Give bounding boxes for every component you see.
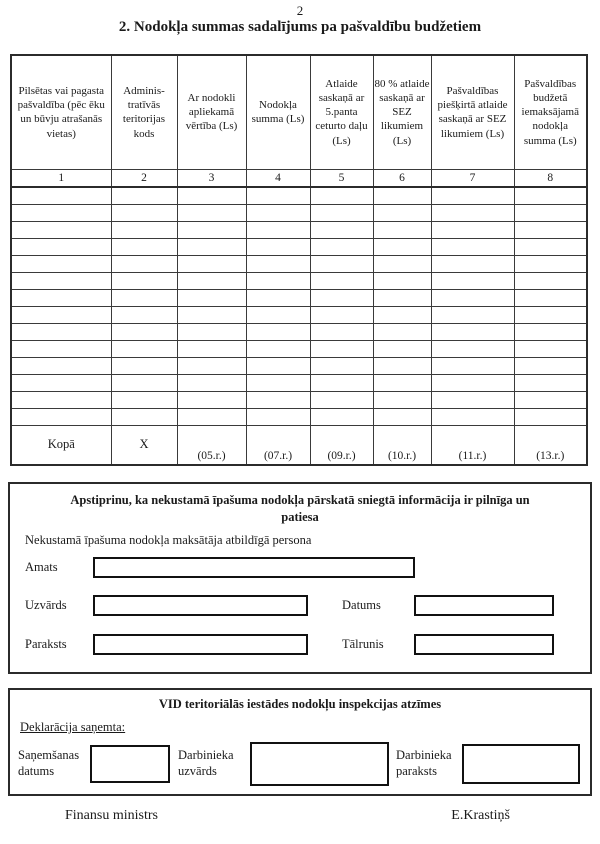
row-code-cell-10: (10.r.) — [373, 425, 431, 465]
column-header-payable-amount: Pašvaldības budžetā iemaksājamā nodokļa summa (Ls) — [514, 55, 587, 169]
empty-data-row — [11, 255, 587, 272]
empty-cell — [514, 374, 587, 391]
column-header-taxable-value: Ar nodokli apliekamā vērtība (Ls) — [177, 55, 246, 169]
empty-cell — [246, 408, 310, 425]
empty-cell — [514, 272, 587, 289]
empty-cell — [431, 323, 514, 340]
empty-cell — [177, 391, 246, 408]
minister-name: E.Krastiņš — [451, 808, 510, 823]
position-row — [25, 557, 590, 578]
empty-cell — [514, 187, 587, 204]
row-code-cell-11: (11.r.) — [431, 425, 514, 465]
empty-cell — [373, 289, 431, 306]
row-code-cell-05: (05.r.) — [177, 425, 246, 465]
empty-cell — [11, 289, 111, 306]
empty-cell — [177, 272, 246, 289]
column-index: 7 — [431, 169, 514, 187]
employee-signature-label: Darbinieka paraksts — [396, 748, 452, 778]
minister-title: Finansu ministrs — [65, 808, 158, 823]
column-header-discount-80pct-sez: 80 % atlaide saskaņā ar SEZ likumiem (Ls) — [373, 55, 431, 169]
empty-cell — [177, 408, 246, 425]
empty-cell — [514, 408, 587, 425]
empty-cell — [373, 408, 431, 425]
empty-cell — [246, 255, 310, 272]
row-code-cell-07: (07.r.) — [246, 425, 310, 465]
empty-cell — [431, 374, 514, 391]
empty-cell — [177, 204, 246, 221]
receipt-date-label: Saņemšanas datums — [18, 748, 80, 778]
surname-date-row — [25, 595, 590, 616]
empty-cell — [431, 272, 514, 289]
empty-cell — [431, 255, 514, 272]
signature-label: Paraksts — [25, 636, 67, 651]
empty-cell — [246, 323, 310, 340]
signature-footer — [0, 796, 600, 824]
empty-cell — [11, 255, 111, 272]
page-number: 2 — [296, 3, 304, 18]
empty-cell — [11, 357, 111, 374]
empty-cell — [11, 323, 111, 340]
column-header-municipality: Pilsētas vai pagasta pašvaldība (pēc ēku un būvju atrašanās vietas) — [11, 55, 111, 169]
empty-cell — [373, 221, 431, 238]
empty-cell — [514, 289, 587, 306]
position-label: Amats — [25, 559, 58, 574]
empty-cell — [111, 408, 177, 425]
empty-cell — [246, 340, 310, 357]
empty-cell — [177, 374, 246, 391]
empty-data-row — [11, 204, 587, 221]
empty-cell — [373, 391, 431, 408]
column-index: 5 — [310, 169, 373, 187]
empty-cell — [310, 340, 373, 357]
empty-cell — [514, 340, 587, 357]
empty-cell — [431, 187, 514, 204]
table-body-empty — [11, 187, 587, 425]
empty-cell — [111, 187, 177, 204]
empty-cell — [373, 306, 431, 323]
empty-cell — [373, 357, 431, 374]
table-header-row — [11, 55, 587, 169]
empty-data-row — [11, 357, 587, 374]
empty-cell — [246, 238, 310, 255]
empty-cell — [177, 340, 246, 357]
empty-cell — [246, 272, 310, 289]
empty-cell — [373, 374, 431, 391]
empty-cell — [177, 221, 246, 238]
row-code-cell-13: (13.r.) — [514, 425, 587, 465]
empty-cell — [514, 323, 587, 340]
empty-cell — [310, 289, 373, 306]
empty-data-row — [11, 289, 587, 306]
empty-cell — [514, 391, 587, 408]
empty-data-row — [11, 374, 587, 391]
empty-cell — [177, 238, 246, 255]
empty-cell — [111, 323, 177, 340]
empty-cell — [431, 221, 514, 238]
column-index: 1 — [11, 169, 111, 187]
empty-cell — [11, 374, 111, 391]
empty-cell — [11, 306, 111, 323]
surname-input[interactable] — [93, 595, 308, 616]
empty-cell — [11, 272, 111, 289]
column-index-row — [11, 169, 587, 187]
page-title: 2. Nodokļa summas sadalījums pa pašvaldību budžetiem — [118, 19, 482, 35]
empty-cell — [310, 255, 373, 272]
phone-label: Tālrunis — [342, 636, 384, 651]
empty-cell — [11, 391, 111, 408]
column-index: 8 — [514, 169, 587, 187]
phone-input[interactable] — [414, 634, 554, 655]
vid-section — [8, 688, 592, 796]
empty-cell — [310, 357, 373, 374]
row-code-cell-09: (09.r.) — [310, 425, 373, 465]
empty-cell — [373, 238, 431, 255]
empty-cell — [11, 221, 111, 238]
empty-cell — [310, 272, 373, 289]
empty-cell — [177, 306, 246, 323]
empty-cell — [111, 391, 177, 408]
empty-cell — [111, 340, 177, 357]
empty-cell — [246, 306, 310, 323]
empty-cell — [373, 340, 431, 357]
empty-cell — [11, 340, 111, 357]
date-label: Datums — [342, 597, 381, 612]
empty-data-row — [11, 391, 587, 408]
empty-cell — [11, 408, 111, 425]
empty-cell — [310, 221, 373, 238]
empty-cell — [310, 323, 373, 340]
empty-cell — [177, 323, 246, 340]
column-index: 3 — [177, 169, 246, 187]
empty-cell — [111, 204, 177, 221]
empty-cell — [11, 204, 111, 221]
employee-signature-input[interactable] — [462, 744, 580, 784]
position-input[interactable] — [93, 557, 415, 578]
empty-cell — [246, 204, 310, 221]
empty-cell — [431, 340, 514, 357]
empty-data-row — [11, 238, 587, 255]
empty-cell — [431, 357, 514, 374]
empty-cell — [310, 306, 373, 323]
column-index: 6 — [373, 169, 431, 187]
empty-data-row — [11, 221, 587, 238]
empty-cell — [111, 374, 177, 391]
empty-cell — [431, 306, 514, 323]
declaration-received-label: Deklarācija saņemta: — [20, 719, 126, 734]
date-input[interactable] — [414, 595, 554, 616]
empty-cell — [514, 204, 587, 221]
empty-cell — [310, 391, 373, 408]
empty-cell — [11, 238, 111, 255]
empty-cell — [373, 255, 431, 272]
empty-data-row — [11, 340, 587, 357]
empty-cell — [310, 408, 373, 425]
empty-cell — [111, 306, 177, 323]
empty-data-row — [11, 272, 587, 289]
column-header-discount-section5: Atlaide saskaņā ar 5.panta ceturto daļu (Ls) — [310, 55, 373, 169]
confirmation-section — [8, 482, 592, 674]
empty-cell — [514, 255, 587, 272]
signature-input[interactable] — [93, 634, 308, 655]
empty-cell — [514, 306, 587, 323]
signature-phone-row — [25, 634, 590, 655]
empty-cell — [246, 289, 310, 306]
empty-cell — [111, 357, 177, 374]
empty-cell — [246, 391, 310, 408]
vid-title: VID teritoriālās iestādes nodokļu inspekcijas atzīmes — [158, 697, 442, 711]
empty-cell — [514, 357, 587, 374]
total-row — [11, 425, 587, 465]
employee-surname-input[interactable] — [250, 742, 389, 786]
empty-cell — [310, 238, 373, 255]
empty-cell — [431, 408, 514, 425]
empty-cell — [310, 374, 373, 391]
empty-cell — [246, 374, 310, 391]
confirmation-title: Apstiprinu, ka nekustamā īpašuma nodokļa pārskatā sniegtā informācija ir pilnīga un patiesa — [70, 493, 530, 524]
empty-cell — [514, 221, 587, 238]
empty-cell — [111, 289, 177, 306]
empty-cell — [373, 272, 431, 289]
vid-fields-row — [18, 742, 590, 786]
column-index: 4 — [246, 169, 310, 187]
empty-cell — [373, 323, 431, 340]
empty-cell — [111, 272, 177, 289]
empty-cell — [11, 187, 111, 204]
empty-cell — [310, 204, 373, 221]
tax-distribution-table — [10, 54, 588, 466]
column-index: 2 — [111, 169, 177, 187]
empty-cell — [111, 255, 177, 272]
empty-cell — [431, 204, 514, 221]
empty-data-row — [11, 187, 587, 204]
empty-cell — [373, 204, 431, 221]
employee-surname-label: Darbinieka uzvārds — [178, 748, 234, 778]
column-header-territory-code: Adminis-tratīvās teritorijas kods — [111, 55, 177, 169]
empty-cell — [431, 238, 514, 255]
empty-cell — [111, 238, 177, 255]
responsible-person-label: Nekustamā īpašuma nodokļa maksātāja atbildīgā persona — [25, 532, 312, 547]
empty-cell — [431, 289, 514, 306]
empty-cell — [310, 187, 373, 204]
empty-cell — [177, 357, 246, 374]
receipt-date-input[interactable] — [90, 745, 170, 783]
column-header-municipal-sez-discount: Pašvaldības piešķirtā atlaide saskaņā ar SEZ likumiem (Ls) — [431, 55, 514, 169]
empty-cell — [111, 221, 177, 238]
empty-cell — [177, 187, 246, 204]
empty-cell — [431, 391, 514, 408]
empty-data-row — [11, 408, 587, 425]
empty-cell — [246, 221, 310, 238]
empty-cell — [373, 187, 431, 204]
empty-cell — [246, 357, 310, 374]
column-header-tax-amount: Nodokļa summa (Ls) — [246, 55, 310, 169]
empty-data-row — [11, 323, 587, 340]
total-label-cell: Kopā — [11, 425, 111, 465]
empty-cell — [177, 289, 246, 306]
empty-cell — [246, 187, 310, 204]
surname-label: Uzvārds — [25, 597, 67, 612]
empty-data-row — [11, 306, 587, 323]
empty-cell — [514, 238, 587, 255]
total-admin-code-cell: X — [111, 425, 177, 465]
empty-cell — [177, 255, 246, 272]
